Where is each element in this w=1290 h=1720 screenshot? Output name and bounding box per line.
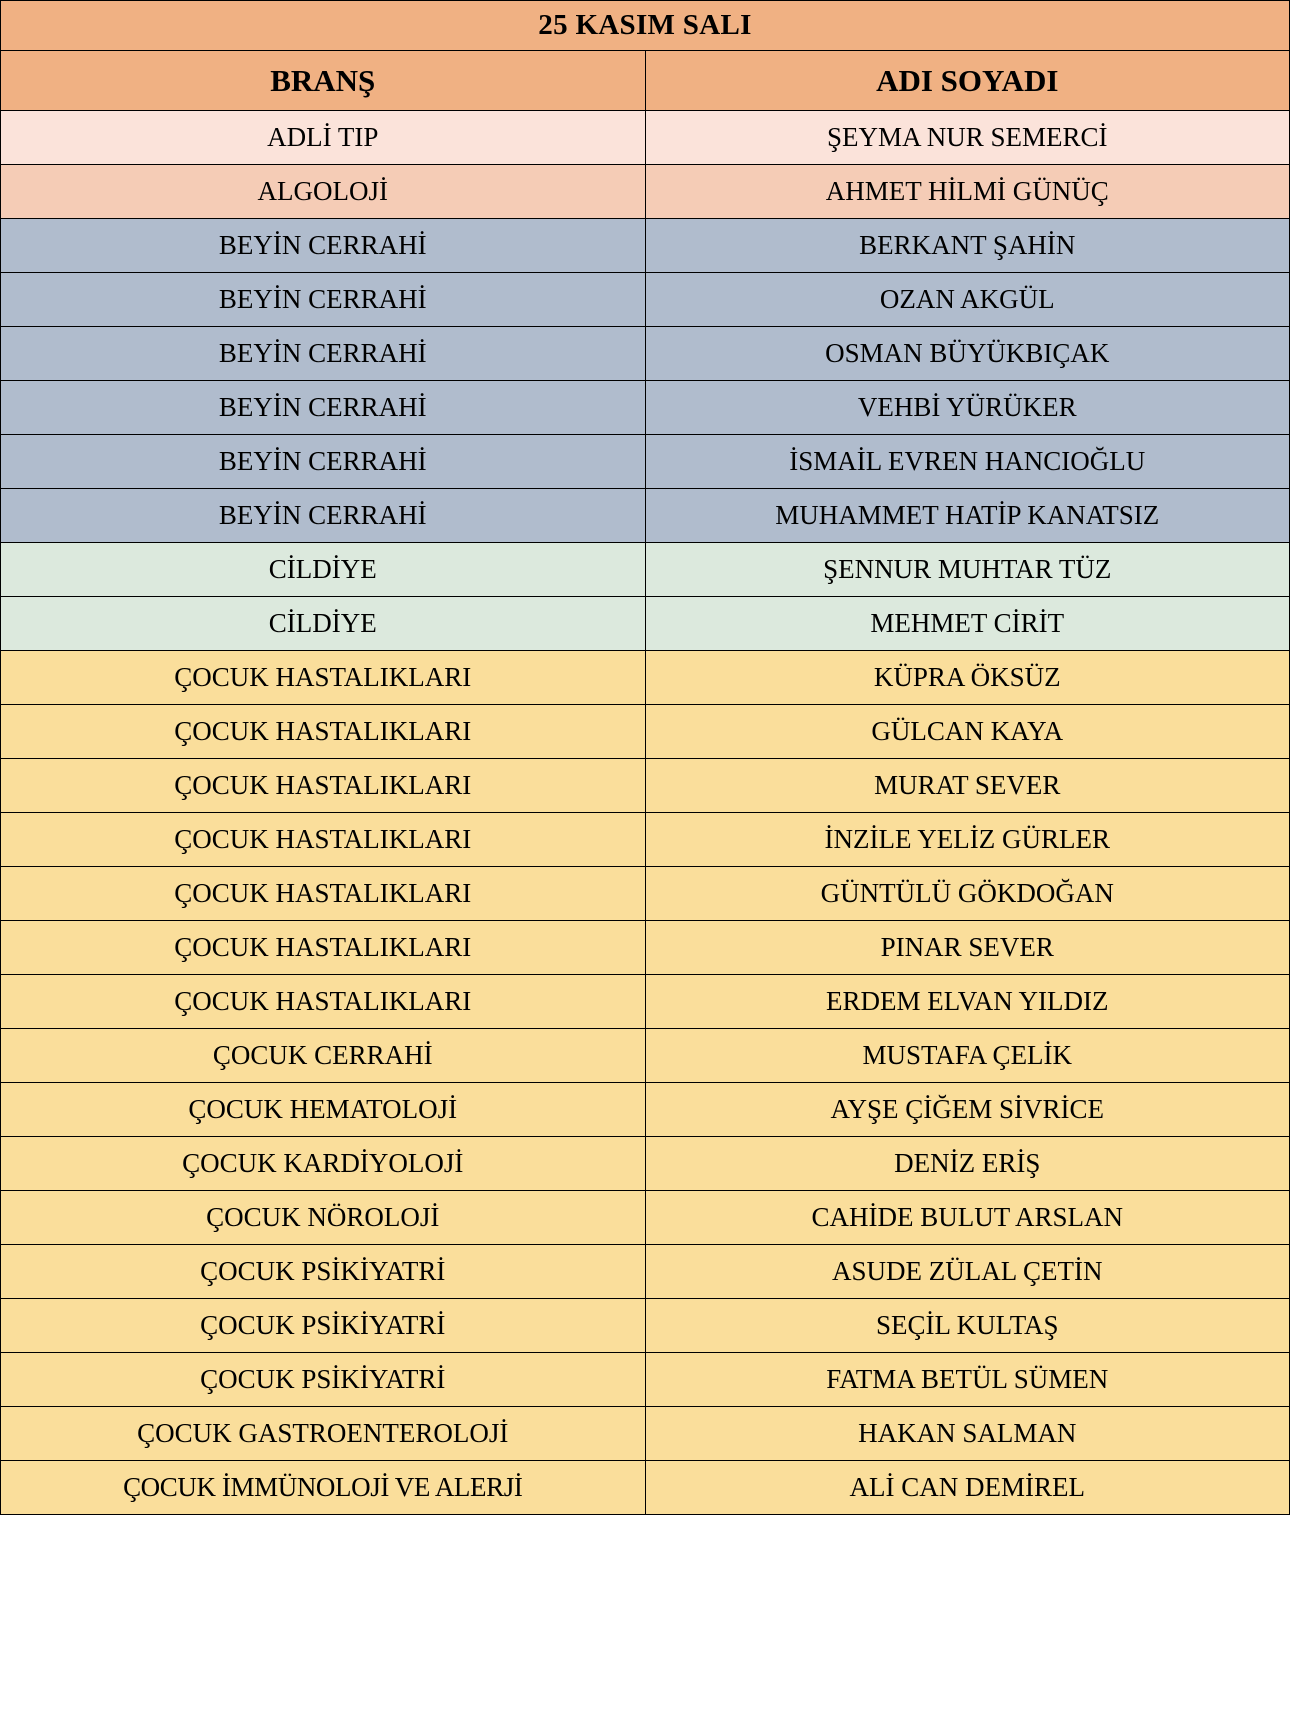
column-header-branch: BRANŞ xyxy=(1,51,646,111)
cell-name: ŞENNUR MUHTAR TÜZ xyxy=(645,543,1290,597)
cell-name: BERKANT ŞAHİN xyxy=(645,219,1290,273)
cell-branch: ÇOCUK HASTALIKLARI xyxy=(1,705,646,759)
cell-name: MUSTAFA ÇELİK xyxy=(645,1029,1290,1083)
table-row xyxy=(1,381,1290,435)
cell-name: GÜLCAN KAYA xyxy=(645,705,1290,759)
table-row xyxy=(1,597,1290,651)
cell-name: FATMA BETÜL SÜMEN xyxy=(645,1353,1290,1407)
cell-branch: ÇOCUK HEMATOLOJİ xyxy=(1,1083,646,1137)
cell-name: KÜPRA ÖKSÜZ xyxy=(645,651,1290,705)
cell-branch: BEYİN CERRAHİ xyxy=(1,273,646,327)
cell-branch: ÇOCUK HASTALIKLARI xyxy=(1,975,646,1029)
cell-branch: CİLDİYE xyxy=(1,543,646,597)
table-header-row xyxy=(1,51,1290,111)
cell-branch: ADLİ TIP xyxy=(1,111,646,165)
cell-branch: ALGOLOJİ xyxy=(1,165,646,219)
cell-branch: BEYİN CERRAHİ xyxy=(1,435,646,489)
column-header-name: ADI SOYADI xyxy=(645,51,1290,111)
table-row xyxy=(1,705,1290,759)
cell-name: VEHBİ YÜRÜKER xyxy=(645,381,1290,435)
cell-name: OZAN AKGÜL xyxy=(645,273,1290,327)
cell-branch: ÇOCUK KARDİYOLOJİ xyxy=(1,1137,646,1191)
cell-branch: BEYİN CERRAHİ xyxy=(1,219,646,273)
cell-branch: ÇOCUK PSİKİYATRİ xyxy=(1,1353,646,1407)
cell-name: MUHAMMET HATİP KANATSIZ xyxy=(645,489,1290,543)
table-row xyxy=(1,219,1290,273)
table-row xyxy=(1,1029,1290,1083)
cell-name: HAKAN SALMAN xyxy=(645,1407,1290,1461)
cell-branch: ÇOCUK NÖROLOJİ xyxy=(1,1191,646,1245)
table-row xyxy=(1,867,1290,921)
cell-branch: ÇOCUK PSİKİYATRİ xyxy=(1,1245,646,1299)
table-row xyxy=(1,1299,1290,1353)
table-row xyxy=(1,1083,1290,1137)
cell-name: ALİ CAN DEMİREL xyxy=(645,1461,1290,1515)
cell-branch: BEYİN CERRAHİ xyxy=(1,381,646,435)
table-row xyxy=(1,165,1290,219)
table-row xyxy=(1,1245,1290,1299)
cell-name: OSMAN BÜYÜKBIÇAK xyxy=(645,327,1290,381)
table-row xyxy=(1,327,1290,381)
cell-branch: ÇOCUK GASTROENTEROLOJİ xyxy=(1,1407,646,1461)
cell-name: PINAR SEVER xyxy=(645,921,1290,975)
cell-name: ERDEM ELVAN YILDIZ xyxy=(645,975,1290,1029)
cell-name: CAHİDE BULUT ARSLAN xyxy=(645,1191,1290,1245)
table-row xyxy=(1,1461,1290,1515)
cell-branch: ÇOCUK İMMÜNOLOJİ VE ALERJİ xyxy=(1,1461,646,1515)
cell-branch: ÇOCUK HASTALIKLARI xyxy=(1,813,646,867)
table-row xyxy=(1,759,1290,813)
cell-branch: CİLDİYE xyxy=(1,597,646,651)
cell-branch: ÇOCUK HASTALIKLARI xyxy=(1,921,646,975)
cell-name: MURAT SEVER xyxy=(645,759,1290,813)
table-row xyxy=(1,921,1290,975)
cell-branch: ÇOCUK HASTALIKLARI xyxy=(1,651,646,705)
table-row xyxy=(1,1191,1290,1245)
cell-name: GÜNTÜLÜ GÖKDOĞAN xyxy=(645,867,1290,921)
cell-name: İSMAİL EVREN HANCIOĞLU xyxy=(645,435,1290,489)
table-row xyxy=(1,489,1290,543)
cell-name: ŞEYMA NUR SEMERCİ xyxy=(645,111,1290,165)
cell-branch: ÇOCUK HASTALIKLARI xyxy=(1,759,646,813)
cell-name: İNZİLE YELİZ GÜRLER xyxy=(645,813,1290,867)
cell-name: SEÇİL KULTAŞ xyxy=(645,1299,1290,1353)
cell-name: AYŞE ÇİĞEM SİVRİCE xyxy=(645,1083,1290,1137)
cell-name: AHMET HİLMİ GÜNÜÇ xyxy=(645,165,1290,219)
table-title-row xyxy=(1,1,1290,51)
table-row xyxy=(1,1353,1290,1407)
cell-branch: BEYİN CERRAHİ xyxy=(1,327,646,381)
cell-name: DENİZ ERİŞ xyxy=(645,1137,1290,1191)
table-row xyxy=(1,111,1290,165)
table-row xyxy=(1,1407,1290,1461)
cell-branch: ÇOCUK PSİKİYATRİ xyxy=(1,1299,646,1353)
table-row xyxy=(1,543,1290,597)
table-row xyxy=(1,975,1290,1029)
cell-name: MEHMET CİRİT xyxy=(645,597,1290,651)
cell-branch: ÇOCUK HASTALIKLARI xyxy=(1,867,646,921)
schedule-table-body xyxy=(1,1,1290,1515)
table-row xyxy=(1,435,1290,489)
cell-name: ASUDE ZÜLAL ÇETİN xyxy=(645,1245,1290,1299)
table-row xyxy=(1,651,1290,705)
table-row xyxy=(1,1137,1290,1191)
cell-branch: ÇOCUK CERRAHİ xyxy=(1,1029,646,1083)
cell-branch: BEYİN CERRAHİ xyxy=(1,489,646,543)
table-row xyxy=(1,813,1290,867)
table-row xyxy=(1,273,1290,327)
page-title: 25 KASIM SALI xyxy=(1,1,1290,51)
